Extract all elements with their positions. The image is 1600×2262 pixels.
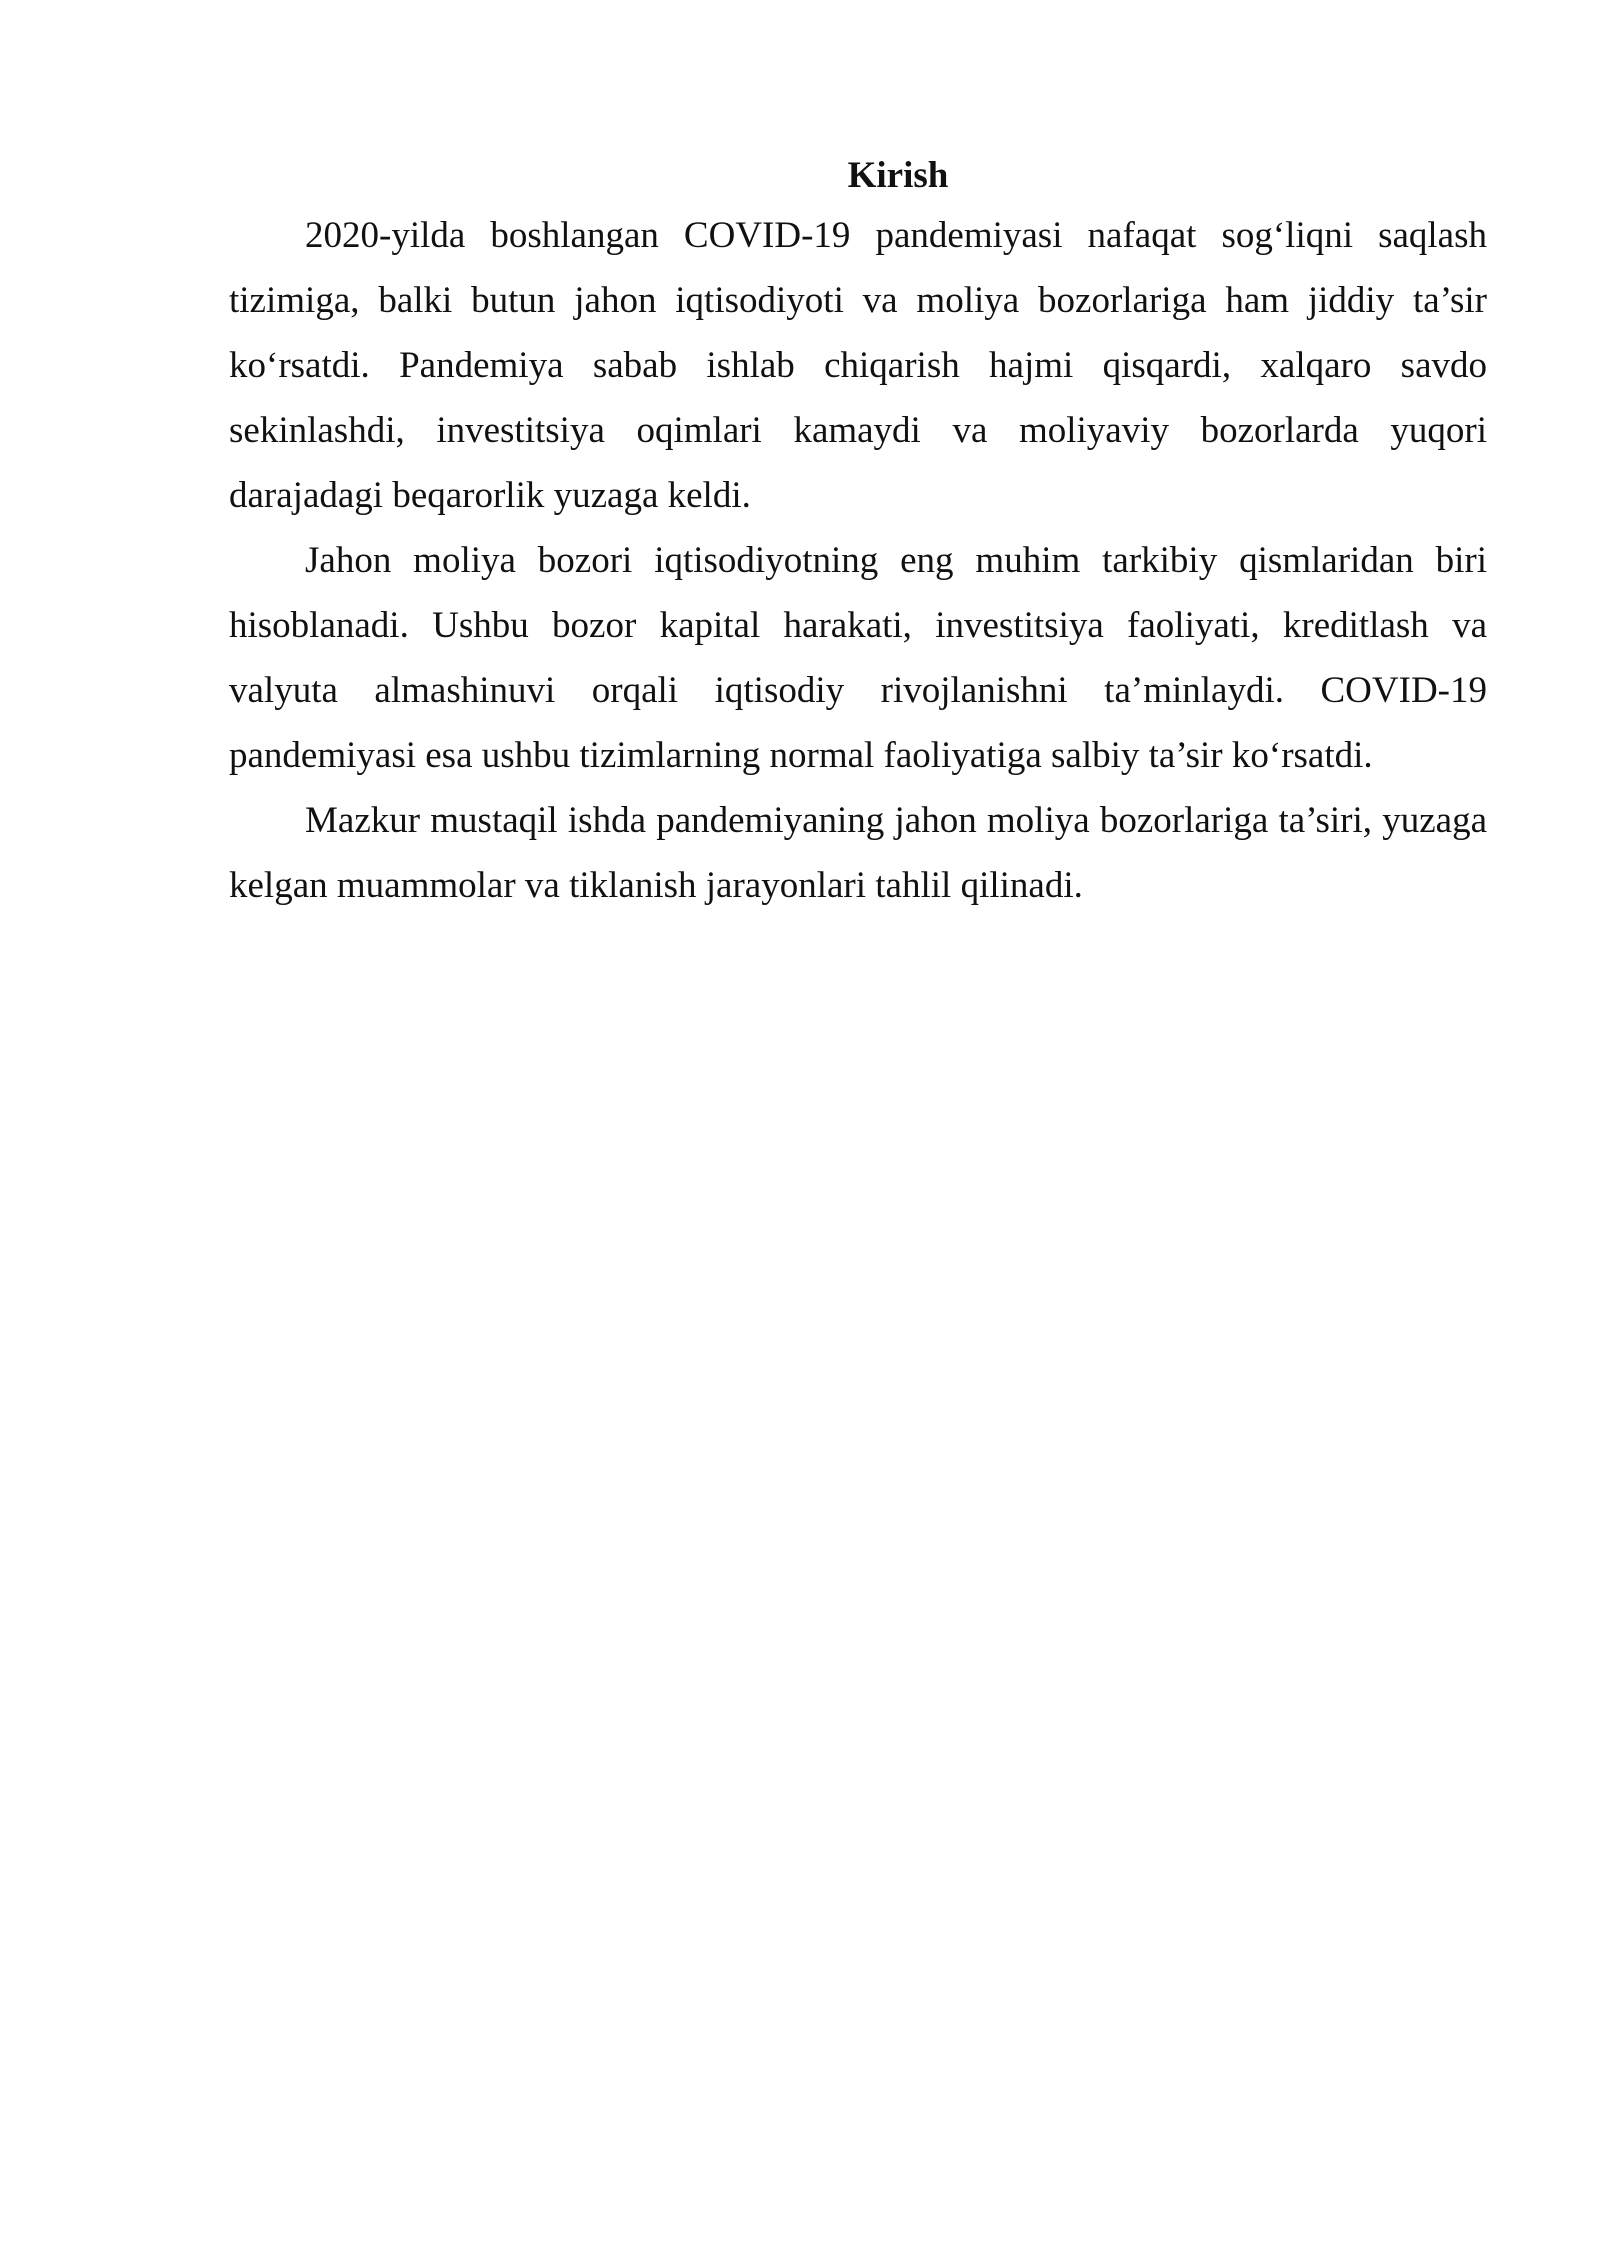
paragraph-1: 2020-yilda boshlangan COVID-19 pandemiyasi nafaqat sog‘liqni saqlash tizimiga, balki butun jahon iqtisodiyoti va moliya bozorlariga ham jiddiy ta’sir ko‘rsatdi. Pandemiya sabab ishlab chiqarish hajmi qisqardi, xalqaro savdo sekinlashdi, investitsiya oqimlari kamaydi va moliyaviy bozorlarda yuqori darajadagi beqarorlik yuzaga keldi.	[229, 215, 1487, 516]
document-body	[229, 148, 1487, 918]
section-title: Kirish	[847, 155, 949, 196]
paragraph-3: Mazkur mustaqil ishda pandemiyaning jahon moliya bozorlariga ta’siri, yuzaga kelgan muammolar va tiklanish jarayonlari tahlil qilinadi.	[229, 800, 1487, 906]
paragraph-2: Jahon moliya bozori iqtisodiyotning eng muhim tarkibiy qismlaridan biri hisoblanadi. Ushbu bozor kapital harakati, investitsiya faoliyati, kreditlash va valyuta almashinuvi orqali iqtisodiy rivojlanishni ta’minlaydi. COVID-19 pandemiyasi esa ushbu tizimlarning normal faoliyatiga salbiy ta’sir ko‘rsatdi.	[229, 540, 1487, 776]
